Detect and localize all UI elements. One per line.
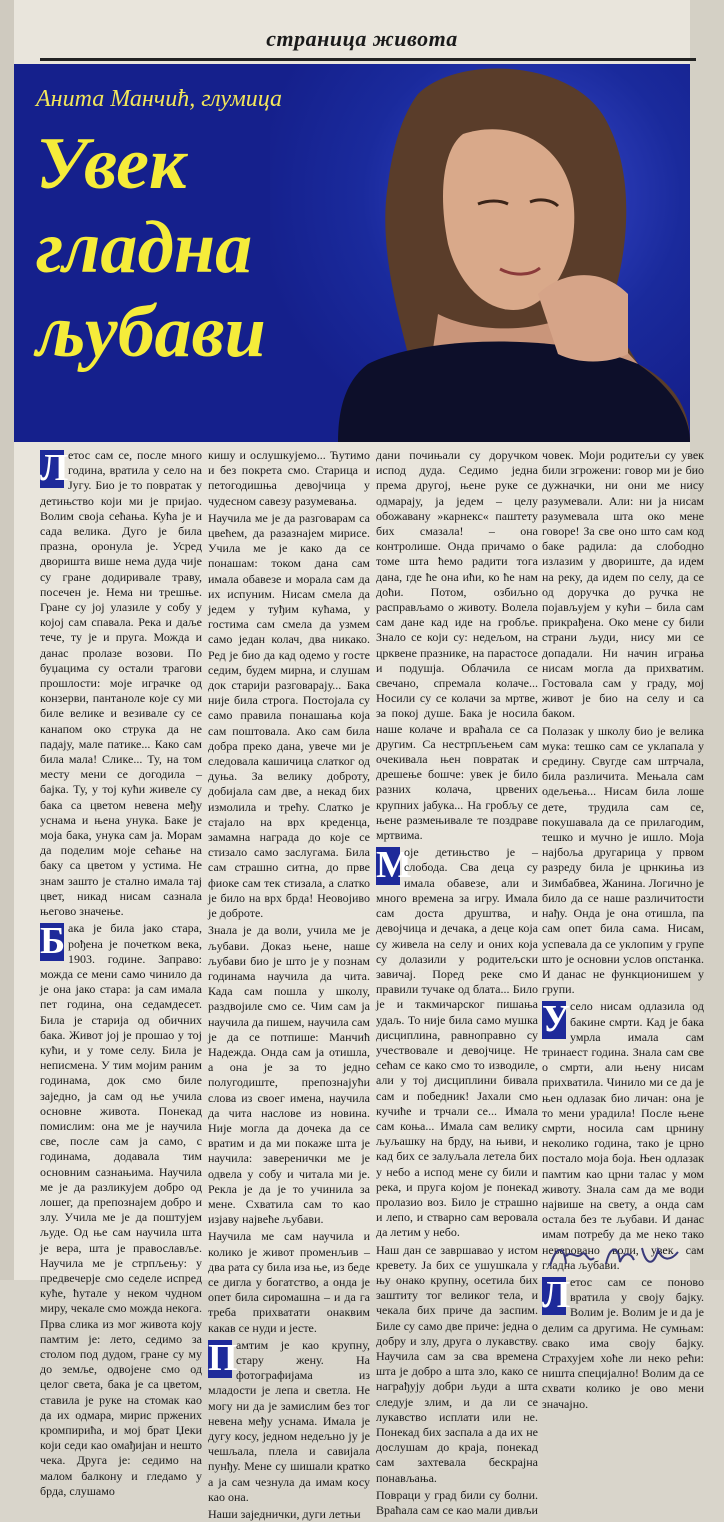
portrait-photo bbox=[308, 64, 690, 442]
paragraph-text: Научила ме сам научила и колико је живот променљив – два рата су била иза ње, из беде се дигла у богатство, а онда је опет била сиромашна – и да га треба прихватати онаквим какав се нуди и јесте. bbox=[208, 1229, 370, 1335]
paragraph bbox=[208, 1229, 370, 1335]
drop-cap: Л bbox=[542, 1273, 571, 1316]
byline: Анита Манчић, глумица bbox=[36, 86, 283, 112]
paragraph-text: Повраци у град били су болни. Враћала сам се као мали дивљи bbox=[376, 1487, 538, 1518]
paragraph bbox=[542, 1275, 704, 1412]
paragraph bbox=[40, 448, 202, 919]
article-body bbox=[40, 447, 704, 1522]
paragraph-text: ака је била јако стара, рођена је почетком века, 1903. године. Заправо: можда се мени само чинило да је она јако стара: ја сам имала пет година, она седамдесет. Била је старија од обичних бака. Живот јој је прошао у тој кући, и у томе селу. Била је неписмена. У тим мојим раним годинама, док смо биле заједно, ја сам од ње учила основне живота. Понекад помислим: она ме је научила све, после сам ја само, с годинама, додавала тим основним сазнањима. Научила ме је да разликујем добро од лошег, да препознајем добро и злу. Учила ме је да поштујем људе. Од ње сам научила шта је вера, шта је православље. Научила ме је стрпљењу: у предвечерје смо седеле испред куће, ћутале у неком чудном миру, чекале смо можда некога. Прва слика из мог живота коју памтим је: лето, седимо за столом под дудом, гране су му до земље, одвојене смо од целог света, бака је са цветом, ставила је руке на стомак као да их одмара, мирис пржених кромпирића, и мој брат Џеки који седи као омађијан и нешто чека. Друга је: седимо на малом балкону и гледамо у брда, слушамо bbox=[40, 921, 202, 1498]
signature bbox=[546, 1236, 686, 1283]
article-banner bbox=[14, 64, 690, 442]
headline-line-2: гладна bbox=[36, 207, 253, 289]
paragraph-text: етос сам се, после много година, вратила у село на Југу. Био је то повратак у детињство који ми је пријао. Волим своја сећања. Кућа је и сада велика. Дуго је била празна, оронула је. Усред дворишта више нема дуда чије су гране додиривале траву, посечен је. Нема ни трешње. Гране су јој улазиле у собу у којој сам спавала. Река и даље тече, ту је и пруга. Можда и данас пролазе возови. По буџацима су остали трагови прошлости: моје играчке од конзерви, пантаноле које су ми биле велике и везивале су се канапом око струка да не падају, мале патике... Како сам била мала! Слике... Ту, на том месту мени се догодила – бајка. Ту, у тој кући живеле су бака са цветом невена међу уснама и њена унука. Баке је моја бака, унука сам ја. Морам да поделим моје сећање на баку са цветом у устима. Не знам зашто је стално имала тај цвет, никад нисам сазнала његово значење. bbox=[40, 448, 202, 919]
paragraph bbox=[376, 1243, 538, 1486]
section-rule bbox=[40, 58, 696, 61]
section-title: страница живота bbox=[266, 26, 458, 51]
paragraph bbox=[542, 724, 704, 998]
paragraph-text: село нисам одлазила од бакине смрти. Кад је бака умрла имала сам тринаест година. Знала сам све о смрти, али њену нисам прихватила. Чинило ми се да је њен одлазак био личан: она је то мени урадила! После њене смрти, носила сам црнину неколико година, тако је црно постало моја боја. Њен одлазак памтим као црни талас у мом животу. Знала сам да ме води највише на свету, а онда сам остала без те љубави. И данас имам потребу да ме неко тако неверовано воли, увек сам гладна љубави. bbox=[542, 999, 704, 1272]
paragraph-text: етос сам се поново вратила у своју бајку. Волим је. Волим је и да је делим са другима. Не сумњам: свако има своју бајку. Страхујем хоће ли неко рећи: ништа специјално! Волим да се схвати колико је ово мени значајно. bbox=[542, 1274, 704, 1411]
headline-line-3: љубави bbox=[36, 291, 266, 373]
column-3 bbox=[376, 448, 538, 1518]
paragraph bbox=[208, 511, 370, 921]
paragraph-text: амтим је као крупну, стару жену. На фотографијама из младости је лепа и светла. Не могу ни да је замислим без тог невена међу уснама. Имала је дугу косу, једном недељно ју је чешљала, плела и савијала пунђу. Мене су шишали кратко а ја сам чезнула да имам косу као она. bbox=[208, 1337, 370, 1504]
paragraph-text: човек. Моји родитељи су увек били згрожени: говор ми је био дужначки, ни они ме нису разумевали. Али: ни ја нисам разумевала шта око мене говоре! За све оно што сам код баке радила: да слободно излазим у двориште, да идем на реку, да идем по селу, да се од доручка до ручка не појављујем у кући – била сам прикрађена. Око мене су били страни људи, нису ми се допадали. Ни начин играња нисам могла да прихватим. Гостовала сам у граду, мој живот је био на селу и са баком. bbox=[542, 448, 704, 721]
paragraph bbox=[208, 1338, 370, 1505]
paragraph-text: Научила ме је да разговарам са цвећем, да разазнајем мирисе. Учила ме је како да се понашам: током дана сам имала обавезе и морала сам да их испуним. Нисам смела да једем у туђим кућама, у гостима сам смела да узмем само један колач, два никако. Ред је био да кад одемо у госте седим, будем мирна, и слушам док старији разговарају... Бака није била строга. Постојала су само правила понашања која сам поштовала. Ако сам била добра преко дана, увече ми је следовала кашичица слатког од дуња. За велику доброту, добијала сам две, а некад бих измолила и трећу. Слатко је стајало на врх креденца, замамна награда до које се стизало само заслугама. Била сам страшно ситна, до прве фиоке сам тек стизала, а слатко је било на врх брда! Неовојиво је доброте. bbox=[208, 510, 370, 921]
drop-cap: У bbox=[542, 998, 570, 1041]
paragraph-text: Полазак у школу био је велика мука: тешко сам се уклапала у средину. Свугде сам штрчала, била различита. Мењала сам одељења... Нисам била лоше дете, трудила сам се, покушавала да се прилагодим, тешко и мучно је ишло. Моја најбоља другарица у првом разреду била је црнкиња из Зимбабвеа, Жанина. Логично је било да се наше различитости нађу. Онда је она отишла, па сам опет била сама. Нисам, успевала да се уклопим у групе што је основни услов опстанка. И данас не функционишем у групи. bbox=[542, 723, 704, 997]
paragraph-text: Наши заједнички, дуги летњи bbox=[208, 1507, 361, 1522]
drop-cap: Б bbox=[40, 920, 66, 963]
headline-line-1: Увек bbox=[36, 123, 187, 205]
column-2 bbox=[208, 448, 370, 1522]
paragraph-text: дани почињали су доручком испод дуда. Седимо једна према другој, њене руке се одмарају, ја једем – целу обожавану »карнекс« паштету бих смазала! – она контролише. Онда причамо о томе шта ћемо радити тога дана, где ће она ићи, ко ће нам доћи. Потом, озбиљно расправљамо о животу. Волела сам дане кад иде на гробље. Знало се који су: недељом, на црквене празнике, на парастосе и подушја. Облачила се свечано, спремала колаче... Носили су се колачи за мртве, за покој душе. Бака је носила наше колаче и враћала се са другим. Са нестрпљењем сам очекивала њен повратак и дрешење бошче: увек је било разних колача, црвених крупних јабука... На гробљу се њене размењивале те поздраве мртвима. bbox=[376, 448, 538, 843]
drop-cap: Л bbox=[40, 447, 69, 489]
paragraph bbox=[542, 999, 704, 1273]
paragraph bbox=[376, 845, 538, 1240]
headline bbox=[36, 122, 266, 374]
paragraph bbox=[208, 448, 370, 509]
handwritten-signature-icon bbox=[546, 1236, 686, 1276]
paragraph bbox=[208, 923, 370, 1227]
paragraph bbox=[376, 448, 538, 843]
paragraph-text: кишу и ослушкујемо... Ћутимо и без покрета смо. Старица и петогодишња девојчица у чудесном савезу разумевања. bbox=[208, 448, 370, 508]
paragraph-text: оје детињство је – слобода. Сва деца су имала обавезе, али и много времена за игру. Имала сам доста друштва, и девојчица и дечака, а деце која су живела на селу и оних која су долазили у родитељски завичај. Поред реке смо правили тучаке од блата... Било је и такмичарског пишања удаљ. То није била само мушка дисциплина, равноправно су учествовале и девојчице. Не сећам се како смо то изводиле, али у тој дисциплини бивала сам и победник! Јахали смо кучиће и трчали се... Имала сам коња... Имала сам велику љуљашку на брду, на њиви, и кад бих се залуљала летела бих у небо а испод мене су били и река, и пруга којом је понекад пролазио воз. Било је страшно и лепо, и стварно сам веровала да летим у небо. bbox=[376, 845, 538, 1240]
page-edge-left bbox=[0, 0, 14, 1280]
paragraph bbox=[208, 1507, 370, 1522]
paragraph-text: Знала је да воли, учила ме је љубави. Доказ њене, наше љубави био је што је у познам годинама научила да чита. Када сам пошла у школу, раздвојиле смо се. Чим сам ја научила да пишем, научила сам је да се потпише: Манчић Надежда. Онда сам ја отишла, а она је за то једно полугодиште, препознајући слова из своег имена, научила да чита наслове из новина. Није могла да дочека да се вратим и да ми покаже шта је научила: заверенички ме је одвела у собу и читала ми је. Рекла је да је то учинила за мене. Схватила сам то као изјаву највеће љубави. bbox=[208, 923, 370, 1227]
paragraph bbox=[376, 1488, 538, 1518]
paragraph bbox=[40, 921, 202, 1499]
column-4 bbox=[542, 448, 704, 1411]
paragraph bbox=[542, 448, 704, 722]
column-1 bbox=[40, 447, 202, 1498]
drop-cap: М bbox=[376, 844, 412, 887]
drop-cap: П bbox=[208, 1336, 238, 1379]
paragraph-text: Наш дан се завршавао у истом кревету. Ја бих се ушушкала у њу онако крупну, осетила бих заштиту тог великог тела, и чекала бих приче да заспим. Биле су само две приче: једна о добру и злу, друга о лукавству. Научила сам за сва времена шта је добро а шта зло, како се награђују добри људи а шта следује злим, и да ли се лукавство исплати или не. Понекад бих заспала а да их не дослушам до краја, понекад сам захтевала бескрајна понављања. bbox=[376, 1242, 538, 1485]
